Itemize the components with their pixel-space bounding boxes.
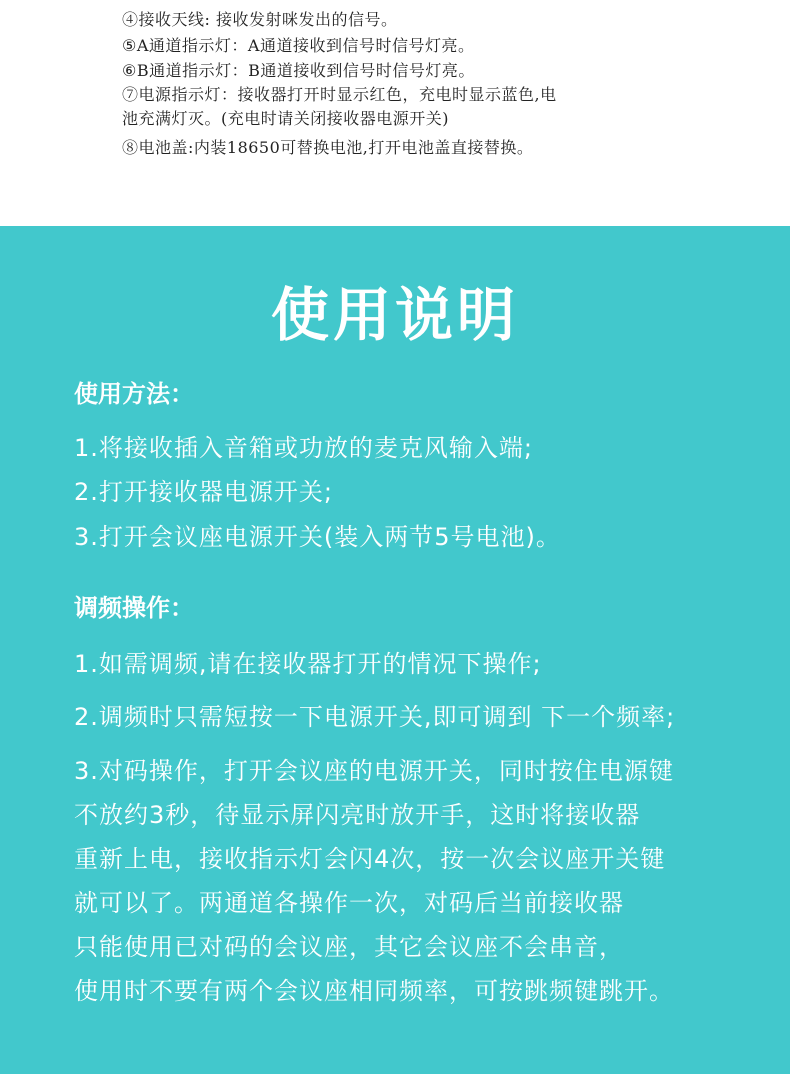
tuning-step-3-line-5: 只能使用已对码的会议座，其它会议座不会串音， [74,933,624,961]
usage-step-1: 1.将接收插入音箱或功放的麦克风输入端; [74,434,533,462]
spec-line-power-indicator: ⑦电源指示灯：接收器打开时显示红色，充电时显示蓝色,电 [122,85,557,104]
spec-section [0,0,790,226]
tuning-step-2: 2.调频时只需短按一下电源开关,即可调到 下一个频率; [74,703,676,731]
spec-line-channel-b: ⑥B通道指示灯：B通道接收到信号时信号灯亮。 [122,61,475,80]
tuning-step-3-line-3: 重新上电，接收指示灯会闪4次，按一次会议座开关键 [74,845,666,873]
tuning-step-3-line-4: 就可以了。两通道各操作一次，对码后当前接收器 [74,889,624,917]
usage-heading: 使用方法： [74,380,194,408]
tuning-step-3-line-1: 3.对码操作，打开会议座的电源开关，同时按住电源键 [74,757,674,785]
spec-line-channel-a: ⑤A通道指示灯：A通道接收到信号时信号灯亮。 [122,36,475,55]
tuning-heading: 调频操作： [74,594,194,622]
instructions-section [0,226,790,1074]
spec-line-battery-cover: ⑧电池盖:内装18650可替换电池,打开电池盖直接替换。 [122,138,534,157]
spec-line-antenna: ④接收天线: 接收发射咪发出的信号。 [122,10,398,29]
tuning-step-1: 1.如需调频,请在接收器打开的情况下操作; [74,650,542,678]
page-title: 使用说明 [270,281,519,349]
usage-step-2: 2.打开接收器电源开关; [74,478,333,506]
spec-line-power-indicator-cont: 池充满灯灭。(充电时请关闭接收器电源开关) [122,109,449,128]
tuning-step-3-line-2: 不放约3秒，待显示屏闪亮时放开手，这时将接收器 [74,801,641,829]
tuning-step-3-line-6: 使用时不要有两个会议座相同频率，可按跳频键跳开。 [74,977,674,1005]
usage-step-3: 3.打开会议座电源开关(装入两节5号电池)。 [74,523,561,551]
